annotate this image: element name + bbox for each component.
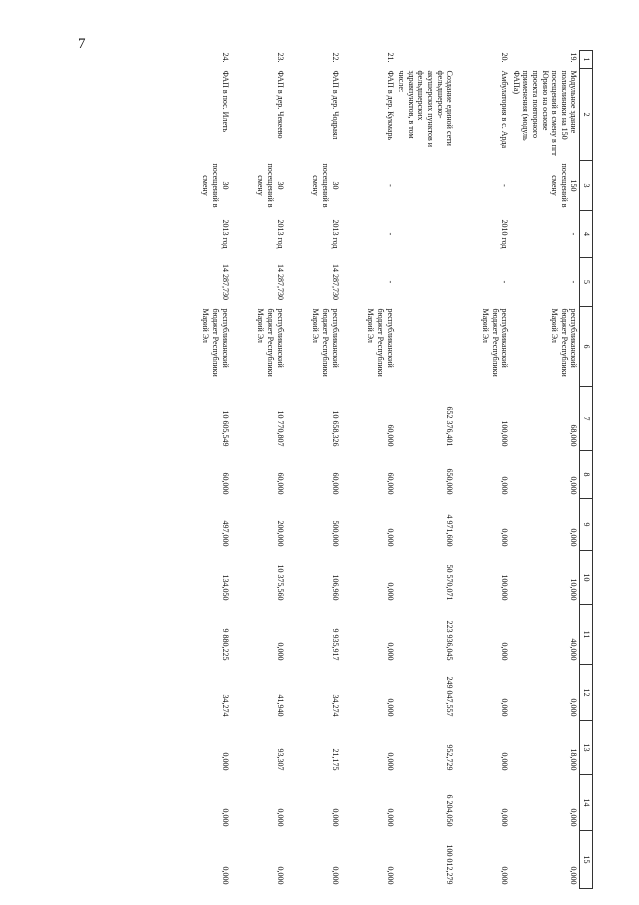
- amount-cell: 9 880,225: [220, 628, 230, 661]
- amount-cell: 0,000: [569, 808, 579, 827]
- amount-cell: 93,307: [275, 748, 285, 771]
- amount-cell: 0,000: [500, 528, 510, 547]
- amount-cell: 0,000: [385, 582, 395, 601]
- column-header: 7: [580, 387, 593, 451]
- capacity-cell: [396, 161, 456, 211]
- amount-cell: 50 570,071: [445, 564, 455, 601]
- year-cell: -: [569, 232, 579, 236]
- table-row: [510, 51, 580, 889]
- amount-cell: 106,960: [330, 574, 340, 601]
- capacity-cell: 30 посещений в смену: [311, 163, 340, 208]
- row-number: [396, 51, 456, 69]
- estimate-cost-cell: -: [569, 280, 579, 284]
- amount-cell: 497,000: [220, 520, 230, 547]
- column-header: 6: [580, 307, 593, 387]
- amount-cell: 41,940: [275, 694, 285, 717]
- amount-cell: 10 770,807: [275, 410, 285, 447]
- amount-cell: 249 047,557: [445, 676, 455, 717]
- estimate-cost-cell: 14 287,730: [330, 264, 340, 300]
- table-row: [176, 51, 231, 889]
- amount-cell: 952,729: [445, 744, 455, 771]
- amount-cell: 100 012,279: [445, 844, 455, 885]
- amount-cell: 500,000: [330, 520, 340, 547]
- table-row: [231, 51, 286, 889]
- amount-cell: 200,000: [275, 520, 285, 547]
- amount-cell: 40,000: [569, 638, 579, 661]
- table-row: [396, 51, 456, 889]
- row-number: 24.: [220, 52, 230, 63]
- estimate-cost-cell: 14 287,730: [220, 264, 230, 300]
- row-number: 21.: [385, 52, 395, 63]
- estimate-cost-cell: [396, 258, 456, 307]
- capacity-cell: 30 посещений в смену: [201, 163, 230, 208]
- amount-cell: 0,000: [330, 866, 340, 885]
- amount-cell: 0,000: [220, 866, 230, 885]
- capacity-cell: 150 посещений в смену: [550, 163, 579, 208]
- amount-cell: 60,000: [330, 472, 340, 495]
- object-name: Модульное здание поликлиники на 150 посещений в смену в пгт Юрино на основе проекта повторного применения (модуль ФАПа): [511, 70, 579, 156]
- amount-cell: 0,000: [500, 476, 510, 495]
- funding-source-cell: республиканский бюджет Республики Марий Эл: [256, 308, 285, 377]
- funding-source-cell: республиканский бюджет Республики Марий Эл: [311, 308, 340, 377]
- table-row: [341, 51, 396, 889]
- table-row: [286, 51, 341, 889]
- amount-cell: 6 204,050: [445, 794, 455, 827]
- amount-cell: 10 375,560: [275, 564, 285, 601]
- amount-cell: 0,000: [569, 528, 579, 547]
- amount-cell: 652 376,401: [445, 406, 455, 447]
- object-name: ФАП в дер. Чодраял: [330, 70, 340, 140]
- amount-cell: 9 935,917: [330, 628, 340, 661]
- amount-cell: 0,000: [385, 698, 395, 717]
- year-cell: -: [385, 232, 395, 236]
- page-number: 7: [78, 36, 86, 52]
- amount-cell: 34,274: [220, 694, 230, 717]
- amount-cell: 0,000: [569, 476, 579, 495]
- row-number: 23.: [275, 52, 285, 63]
- year-cell: 2010 год: [500, 219, 510, 249]
- amount-cell: 68,000: [569, 424, 579, 447]
- object-name: ФАП в дер. Чекеево: [275, 70, 285, 139]
- amount-cell: 10,000: [569, 578, 579, 601]
- amount-cell: 0,000: [569, 698, 579, 717]
- amount-cell: 0,000: [385, 752, 395, 771]
- amount-cell: 0,000: [500, 642, 510, 661]
- column-header: 14: [580, 775, 593, 831]
- amount-cell: 60,000: [275, 472, 285, 495]
- column-header: 13: [580, 721, 593, 775]
- object-name: ФАП в пос. Илеть: [220, 70, 230, 133]
- amount-cell: 4 971,600: [445, 514, 455, 547]
- amount-cell: 0,000: [275, 808, 285, 827]
- amount-cell: 0,000: [220, 752, 230, 771]
- object-name: Амбулатория в с. Арда: [500, 70, 510, 149]
- column-header: 5: [580, 258, 593, 307]
- financing-table: [176, 50, 593, 889]
- column-header: 2: [580, 69, 593, 161]
- column-header: 12: [580, 665, 593, 721]
- amount-cell: 10 605,549: [220, 410, 230, 447]
- amount-cell: 0,000: [569, 866, 579, 885]
- amount-cell: 21,175: [330, 748, 340, 771]
- amount-cell: 0,000: [275, 642, 285, 661]
- amount-cell: 0,000: [385, 808, 395, 827]
- estimate-cost-cell: -: [500, 280, 510, 284]
- column-header: 8: [580, 451, 593, 499]
- amount-cell: 0,000: [330, 808, 340, 827]
- funding-source-cell: республиканский бюджет Республики Марий Эл: [550, 308, 579, 377]
- amount-cell: 60,000: [385, 424, 395, 447]
- amount-cell: 10 658,326: [330, 410, 340, 447]
- amount-cell: 60,000: [220, 472, 230, 495]
- column-header: 9: [580, 499, 593, 551]
- amount-cell: 0,000: [385, 528, 395, 547]
- capacity-cell: -: [385, 184, 395, 187]
- amount-cell: 0,000: [385, 642, 395, 661]
- estimate-cost-cell: -: [385, 280, 395, 284]
- table-body: [176, 51, 580, 889]
- capacity-cell: -: [500, 184, 510, 187]
- funding-source-cell: республиканский бюджет Республики Марий Эл: [366, 308, 395, 377]
- amount-cell: 0,000: [500, 752, 510, 771]
- column-header: 4: [580, 211, 593, 258]
- year-cell: [396, 211, 456, 258]
- funding-source-cell: республиканский бюджет Республики Марий Эл: [201, 308, 230, 377]
- year-cell: 2013 год: [330, 219, 340, 249]
- amount-cell: 18,000: [569, 748, 579, 771]
- column-header: 3: [580, 161, 593, 211]
- year-cell: 2013 год: [275, 219, 285, 249]
- amount-cell: 0,000: [500, 698, 510, 717]
- column-header: 11: [580, 605, 593, 665]
- row-number: 20.: [500, 52, 510, 63]
- rotated-table-container: [119, 50, 593, 888]
- column-header: 10: [580, 551, 593, 605]
- amount-cell: 0,000: [385, 866, 395, 885]
- amount-cell: 0,000: [500, 866, 510, 885]
- amount-cell: 60,000: [385, 472, 395, 495]
- amount-cell: 100,000: [500, 574, 510, 601]
- amount-cell: 100,000: [500, 420, 510, 447]
- amount-cell: 134,050: [220, 574, 230, 601]
- object-name: ФАП в дер. Кукмарь: [385, 70, 395, 141]
- column-header: 1: [580, 51, 593, 69]
- funding-source-cell: республиканский бюджет Республики Марий Эл: [481, 308, 510, 377]
- table-row: [455, 51, 510, 889]
- amount-cell: 0,000: [220, 808, 230, 827]
- amount-cell: 650,000: [445, 468, 455, 495]
- object-name: Создание единой сети фельдшерско-акушерских пунктов и фельдшерских здравпунктов, в том числе:: [397, 70, 455, 148]
- capacity-cell: 30 посещений в смену: [256, 163, 285, 208]
- amount-cell: 34,274: [330, 694, 340, 717]
- year-cell: 2013 год: [220, 219, 230, 249]
- funding-source-cell: [396, 307, 456, 387]
- column-header: 15: [580, 831, 593, 889]
- amount-cell: 223 936,045: [445, 620, 455, 661]
- amount-cell: 0,000: [275, 866, 285, 885]
- row-number: 19.: [569, 52, 579, 63]
- amount-cell: 0,000: [500, 808, 510, 827]
- row-number: 22.: [330, 52, 340, 63]
- column-number-row: [580, 51, 593, 889]
- estimate-cost-cell: 14 287,730: [275, 264, 285, 300]
